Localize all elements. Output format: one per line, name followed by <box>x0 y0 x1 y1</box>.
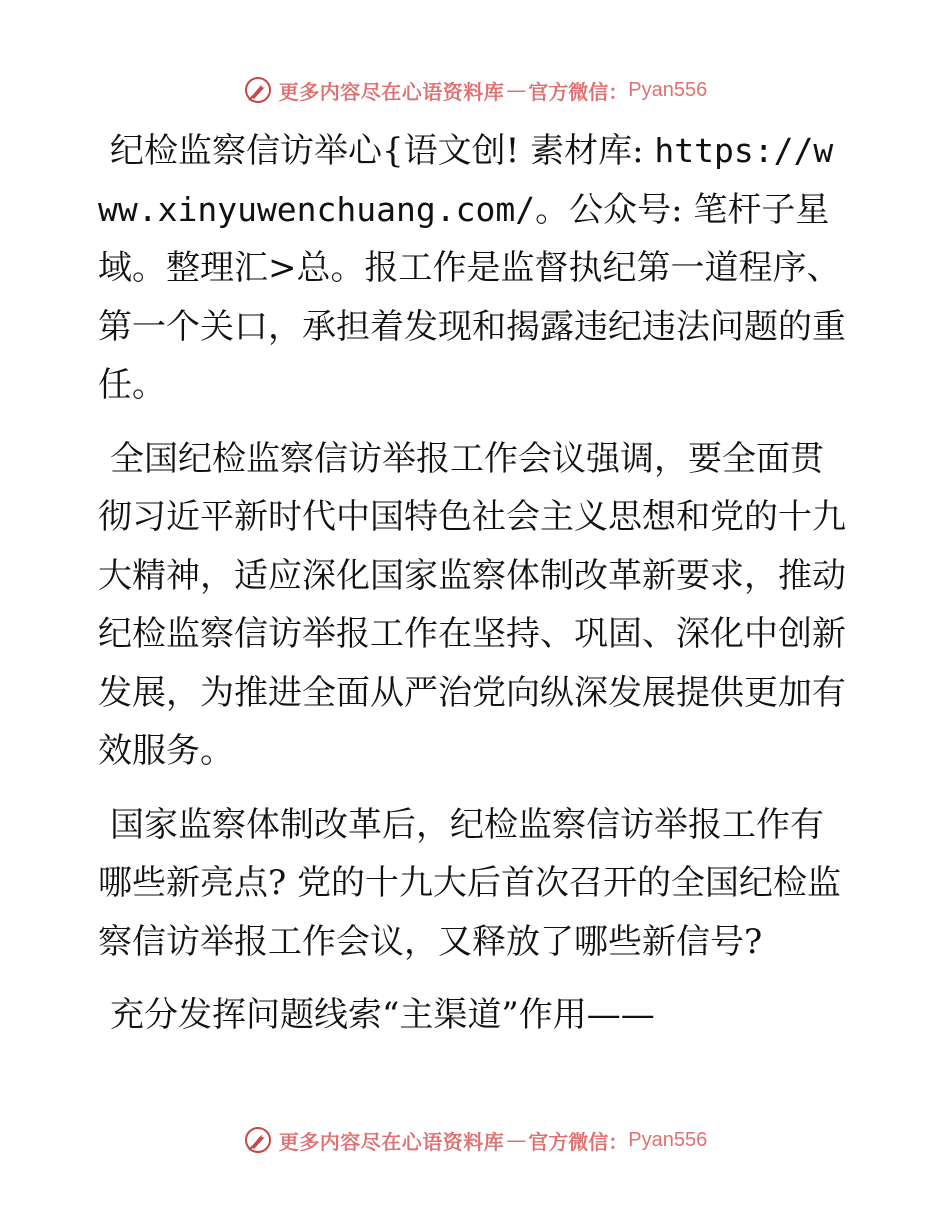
banner-wechat-id: Pyan556 <box>628 78 708 101</box>
paragraph-1-text-a: 纪检监察信访举心{语文创! 素材库: <box>110 131 655 171</box>
document-body <box>98 122 848 1060</box>
source-url-link[interactable]: https://www.xinyuwenchuang.com/ <box>98 131 834 229</box>
banner-separator: — <box>506 78 527 102</box>
banner-site-text: 更多内容尽在心语资料库 <box>278 79 505 104</box>
footer-separator: — <box>506 1128 527 1152</box>
paragraph-2: 全国纪检监察信访举报工作会议强调，要全面贯彻习近平新时代中国特色社会主义思想和党的十九大精神，适应深化国家监察体制改革新要求，推动纪检监察信访举报工作在坚持、巩固、深化中创新发展，为推进全面从严治党向纵深发展提供更加有效服务。 <box>98 438 846 771</box>
footer-wechat-id: Pyan556 <box>628 1128 708 1151</box>
paragraph-1 <box>98 122 848 415</box>
header-banner <box>0 70 950 110</box>
paragraph-1-text-b: 。公众号: 笔杆子星域。整理汇>总。报工作是监督执纪第一道程序、第一个关口，承担着发现和揭露违纪违法问题的重任。 <box>98 189 846 405</box>
banner-wechat-label: 官方微信： <box>528 79 629 104</box>
footer-banner <box>0 1120 950 1160</box>
pen-nib-logo-icon <box>243 1125 273 1155</box>
paragraph-3: 国家监察体制改革后，纪检监察信访举报工作有哪些新亮点? 党的十九大后首次召开的全国纪检监察信访举报工作会议，又释放了哪些新信号? <box>98 804 842 962</box>
paragraph-4: 充分发挥问题线索“主渠道”作用—— <box>110 995 655 1035</box>
footer-site-text: 更多内容尽在心语资料库 <box>278 1129 505 1154</box>
pen-nib-logo-icon <box>243 75 273 105</box>
footer-wechat-label: 官方微信： <box>528 1129 629 1154</box>
